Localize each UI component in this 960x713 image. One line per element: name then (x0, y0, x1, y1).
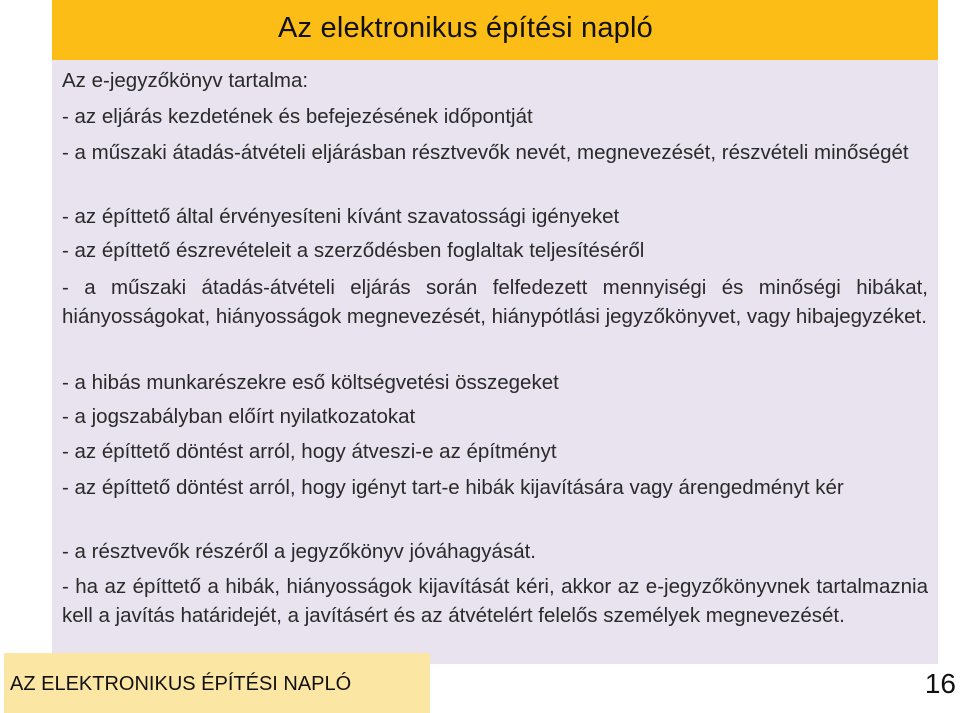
list-item: - az építtető döntést arról, hogy igényt tart-e hibák kijavítására vagy árengedményt kér (62, 476, 844, 499)
list-item: - a műszaki átadás-átvételi eljárás során felfedezett mennyiségi és minőségi hibákat, hiányosságokat, hiányosságok megnevezését, hiánypótlási jegyzőkönyvet, vagy hibajegyzéket. (62, 276, 928, 328)
list-item: - ha az építtető a hibák, hiányosságok kijavítását kéri, akkor az e-jegyzőkönyvnek tartalmaznia kell a javítás határidejét, a javításért és az átvételért felelős személyek megnevezését. (62, 575, 928, 627)
list-item: - az építtető döntést arról, hogy átveszi-e az építményt (62, 440, 557, 463)
list-item: - az építtető észrevételeit a szerződésben foglaltak teljesítéséről (62, 239, 645, 262)
list-item: - a hibás munkarészekre eső költségvetési összegeket (62, 371, 559, 394)
list-item: - az eljárás kezdetének és befejezésének időpontját (62, 105, 533, 128)
list-item: - a műszaki átadás-átvételi eljárásban résztvevők nevét, megnevezését, részvételi minőségét (62, 141, 909, 164)
list-item: - a résztvevők részéről a jegyzőkönyv jóváhagyását. (62, 540, 537, 563)
page-number: 16 (924, 668, 956, 699)
list-item: - az építtető által érvényesíteni kívánt szavatossági igényeket (62, 205, 620, 228)
slide-title: Az elektronikus építési napló (278, 12, 653, 44)
intro-text: Az e-jegyzőkönyv tartalma: (62, 69, 309, 92)
footer-label: AZ ELEKTRONIKUS ÉPÍTÉSI NAPLÓ (10, 673, 352, 695)
list-item: - a jogszabályban előírt nyilatkozatokat (62, 405, 416, 428)
